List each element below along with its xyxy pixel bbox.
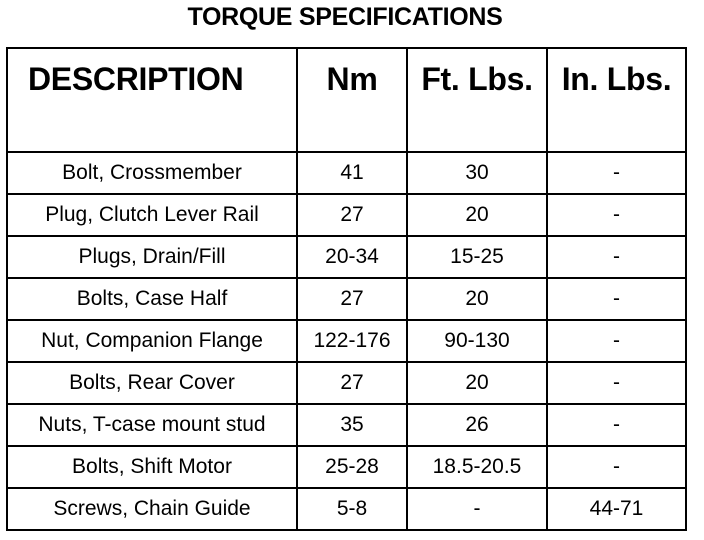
torque-specifications-table	[6, 47, 687, 531]
cell-ft-lbs: 20	[407, 362, 547, 404]
cell-nm: 41	[297, 152, 407, 194]
cell-nm: 122-176	[297, 320, 407, 362]
table-row	[7, 320, 686, 362]
cell-ft-lbs: 18.5-20.5	[407, 446, 547, 488]
table-row	[7, 362, 686, 404]
cell-ft-lbs: 30	[407, 152, 547, 194]
cell-in-lbs: -	[547, 278, 686, 320]
cell-description: Nuts, T-case mount stud	[7, 404, 297, 446]
cell-nm: 20-34	[297, 236, 407, 278]
cell-nm: 27	[297, 278, 407, 320]
header-description: DESCRIPTION	[7, 48, 297, 152]
table-row	[7, 152, 686, 194]
table-row	[7, 446, 686, 488]
cell-nm: 5-8	[297, 488, 407, 530]
cell-description: Bolts, Shift Motor	[7, 446, 297, 488]
cell-ft-lbs: 15-25	[407, 236, 547, 278]
cell-description: Bolts, Case Half	[7, 278, 297, 320]
cell-nm: 27	[297, 194, 407, 236]
cell-ft-lbs: 26	[407, 404, 547, 446]
cell-ft-lbs: 20	[407, 194, 547, 236]
page-title: TORQUE SPECIFICATIONS	[187, 3, 503, 31]
table-header-row	[7, 48, 686, 152]
cell-nm: 25-28	[297, 446, 407, 488]
cell-nm: 27	[297, 362, 407, 404]
cell-in-lbs: 44-71	[547, 488, 686, 530]
header-in-lbs: In. Lbs.	[547, 48, 686, 152]
cell-description: Bolt, Crossmember	[7, 152, 297, 194]
table-row	[7, 404, 686, 446]
cell-nm: 35	[297, 404, 407, 446]
table-row	[7, 236, 686, 278]
table-row	[7, 194, 686, 236]
cell-ft-lbs: 20	[407, 278, 547, 320]
header-ft-lbs: Ft. Lbs.	[407, 48, 547, 152]
cell-in-lbs: -	[547, 320, 686, 362]
cell-in-lbs: -	[547, 152, 686, 194]
cell-description: Bolts, Rear Cover	[7, 362, 297, 404]
header-nm: Nm	[297, 48, 407, 152]
cell-description: Plug, Clutch Lever Rail	[7, 194, 297, 236]
cell-in-lbs: -	[547, 404, 686, 446]
cell-description: Screws, Chain Guide	[7, 488, 297, 530]
cell-in-lbs: -	[547, 446, 686, 488]
cell-ft-lbs: 90-130	[407, 320, 547, 362]
cell-in-lbs: -	[547, 362, 686, 404]
cell-in-lbs: -	[547, 236, 686, 278]
cell-ft-lbs: -	[407, 488, 547, 530]
cell-description: Plugs, Drain/Fill	[7, 236, 297, 278]
cell-description: Nut, Companion Flange	[7, 320, 297, 362]
table-body	[7, 152, 686, 530]
cell-in-lbs: -	[547, 194, 686, 236]
table-row	[7, 488, 686, 530]
table-row	[7, 278, 686, 320]
